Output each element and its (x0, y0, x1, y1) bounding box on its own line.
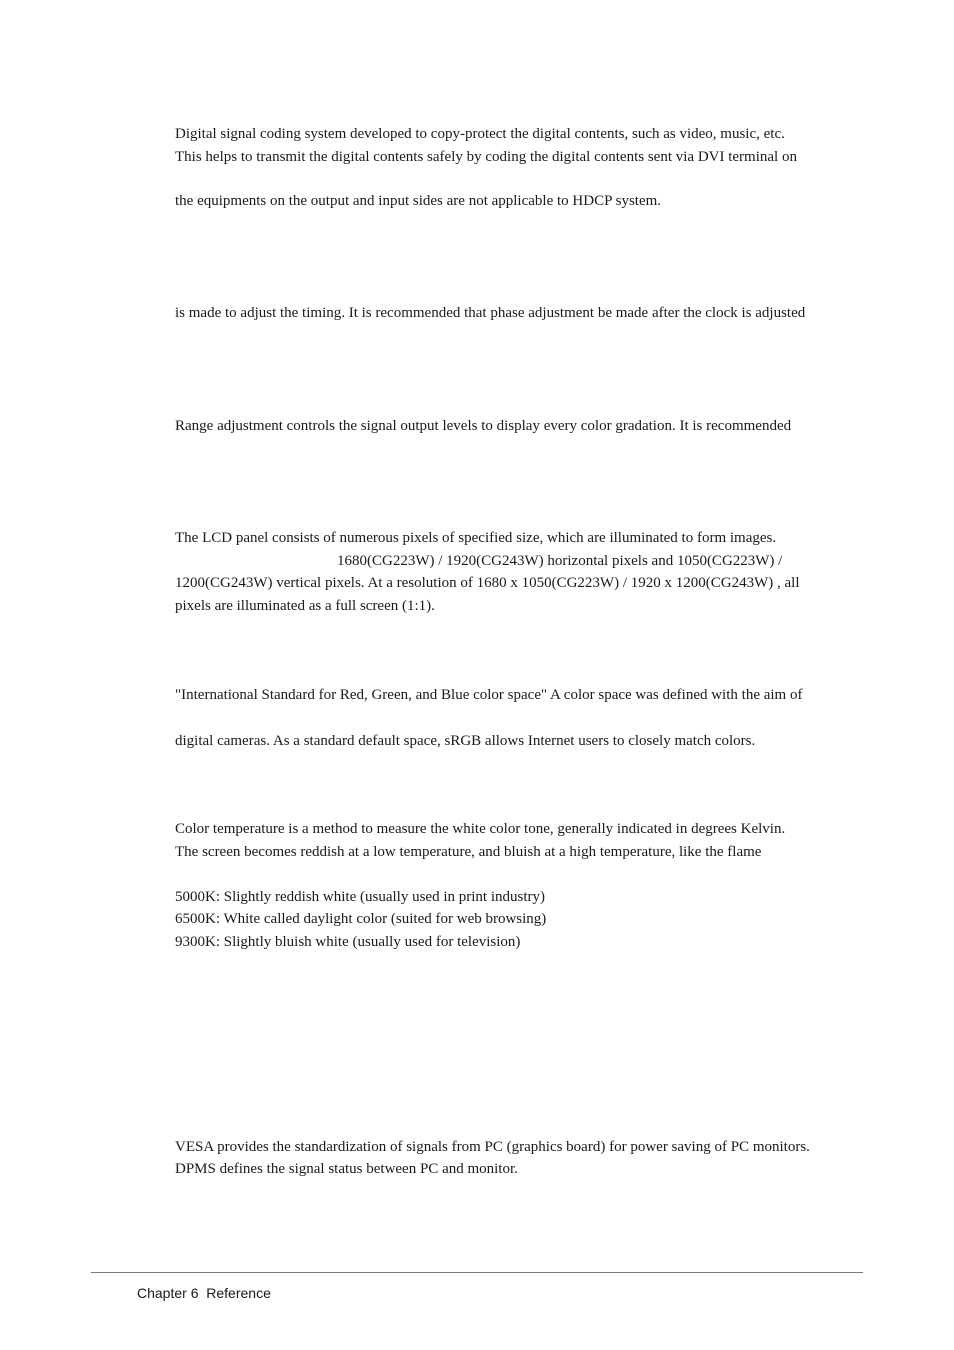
temperature-line-1: Color temperature is a method to measure the white color tone, generally indicated in degrees Kelvin. (175, 821, 786, 837)
hdcp-line-2: This helps to transmit the digital contents safely by coding the digital contents sent via DVI terminal on (175, 149, 797, 165)
phase-line-1: is made to adjust the timing. It is recommended that phase adjustment be made after the clock is adjusted (175, 305, 806, 321)
hdcp-line-3: the equipments on the output and input sides are not applicable to HDCP system. (175, 193, 662, 209)
temperature-line-2: The screen becomes reddish at a low temperature, and bluish at a high temperature, like the flame (175, 844, 762, 860)
dpms-line-2: DPMS defines the signal status between PC and monitor. (175, 1161, 518, 1177)
range-line-1: Range adjustment controls the signal output levels to display every color gradation. It is recommended (175, 418, 792, 434)
resolution-line-2: 1680(CG223W) / 1920(CG243W) horizontal pixels and 1050(CG223W) / (337, 553, 783, 569)
footer-chapter-label: Chapter 6 Reference (137, 1285, 271, 1301)
dpms-line-1: VESA provides the standardization of signals from PC (graphics board) for power saving of PC monitors. (175, 1139, 810, 1155)
temperature-item-6500k: 6500K: White called daylight color (suited for web browsing) (175, 911, 547, 927)
resolution-line-4: pixels are illuminated as a full screen (1:1). (175, 598, 435, 614)
hdcp-line-1: Digital signal coding system developed to copy-protect the digital contents, such as video, music, etc. (175, 126, 785, 142)
resolution-line-3: 1200(CG243W) vertical pixels. At a resolution of 1680 x 1050(CG223W) / 1920 x 1200(CG243W) , all (175, 575, 800, 591)
srgb-line-2: digital cameras. As a standard default space, sRGB allows Internet users to closely match colors. (175, 733, 756, 749)
resolution-line-1: The LCD panel consists of numerous pixels of specified size, which are illuminated to form images. (175, 530, 777, 546)
srgb-line-1: "International Standard for Red, Green, and Blue color space" A color space was defined with the aim of (175, 687, 803, 703)
temperature-item-5000k: 5000K: Slightly reddish white (usually used in print industry) (175, 889, 545, 905)
temperature-item-9300k: 9300K: Slightly bluish white (usually used for television) (175, 934, 521, 950)
footer-divider (91, 1272, 863, 1273)
